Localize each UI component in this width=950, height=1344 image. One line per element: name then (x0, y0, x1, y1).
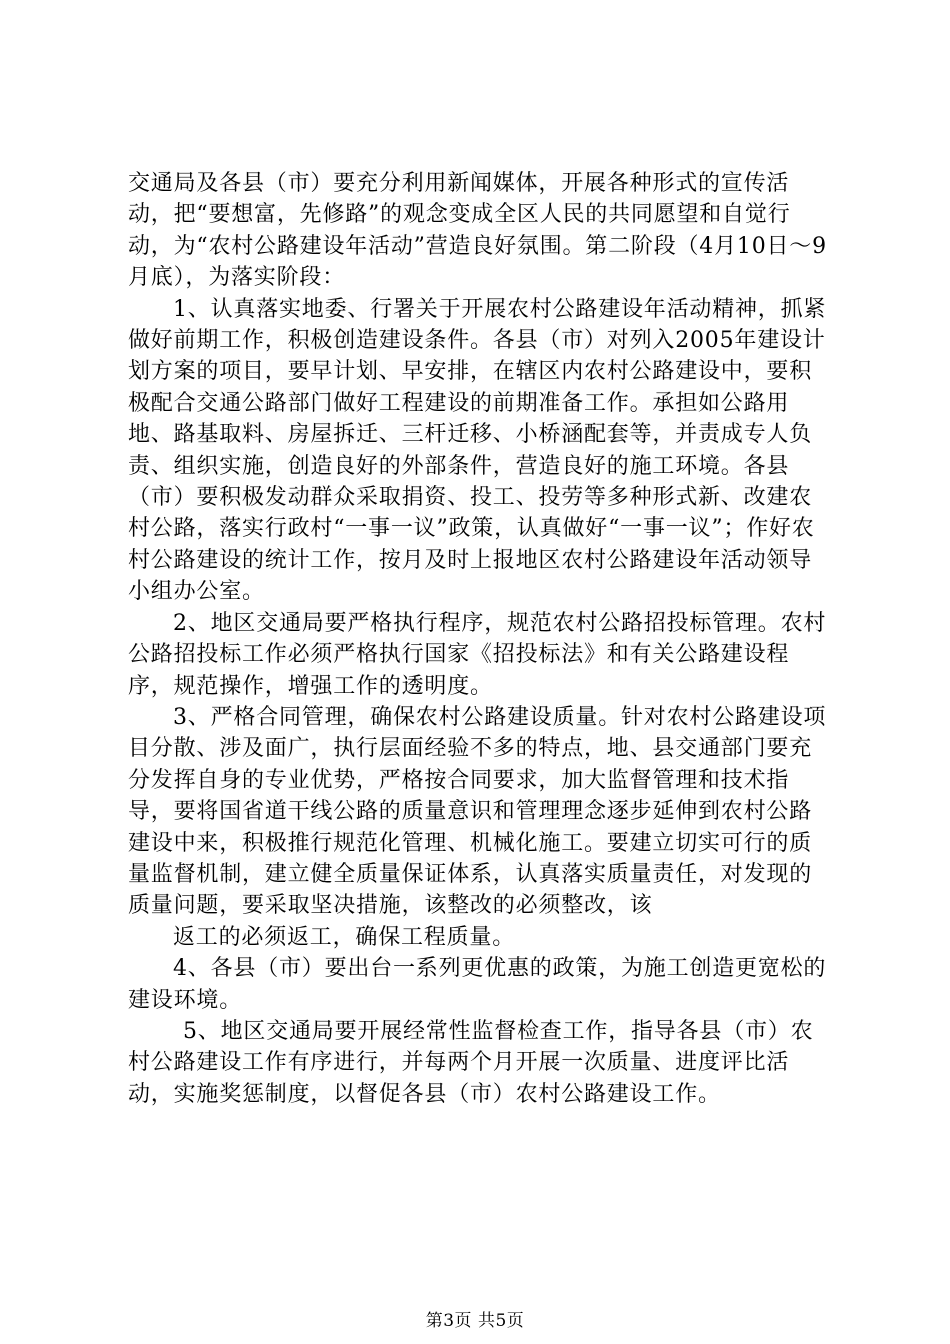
paragraph-item-1: 1、认真落实地委、行署关于开展农村公路建设年活动精神，抓紧做好前期工作，积极创造建设条件。各县（市）对列入2005年建设计划方案的项目，要早计划、早安排，在辖区内农村公路建设中，要积极配合交通公路部门做好工程建设的前期准备工作。承担如公路用地、路基取料、房屋拆迁、三杆迁移、小桥涵配套等，并责成专人负责、组织实施，创造良好的外部条件，营造良好的施工环境。各县（市）要积极发动群众采取捐资、投工、投劳等多种形式新、改建农村公路，落实行政村“一事一议”政策，认真做好“一事一议”；作好农村公路建设的统计工作，按月及时上报地区农村公路建设年活动领导小组办公室。 (128, 296, 827, 605)
document-body (128, 168, 828, 1110)
paragraph-item-4: 4、各县（市）要出台一系列更优惠的政策，为施工创造更宽松的建设环境。 (128, 956, 827, 1013)
paragraph-item-3-continued: 返工的必须返工，确保工程质量。 (173, 924, 516, 950)
paragraph-intro: 交通局及各县（市）要充分利用新闻媒体，开展各种形式的宣传活动，把“要想富，先修路”的观念变成全区人民的共同愿望和自觉行动，为“农村公路建设年活动”营造良好氛围。第二阶段（4月10日～9月底），为落实阶段： (128, 171, 827, 291)
page-indicator: 第3页 共5页 (425, 1311, 525, 1331)
paragraph-item-2: 2、地区交通局要严格执行程序，规范农村公路招投标管理。农村公路招投标工作必须严格执行国家《招投标法》和有关公路建设程序，规范操作，增强工作的透明度。 (128, 610, 827, 699)
page-footer (0, 1306, 950, 1331)
paragraph-item-5: 5、地区交通局要开展经常性监督检查工作，指导各县（市）农村公路建设工作有序进行，并每两个月开展一次质量、进度评比活动，实施奖惩制度，以督促各县（市）农村公路建设工作。 (128, 1018, 814, 1107)
paragraph-item-3: 3、严格合同管理，确保农村公路建设质量。针对农村公路建设项目分散、涉及面广，执行层面经验不多的特点，地、县交通部门要充分发挥自身的专业优势，严格按合同要求，加大监督管理和技术指导，要将国省道干线公路的质量意识和管理理念逐步延伸到农村公路建设中来，积极推行规范化管理、机械化施工。要建立切实可行的质量监督机制，建立健全质量保证体系，认真落实质量责任，对发现的质量问题，要采取坚决措施，该整改的必须整改，该 (128, 704, 827, 919)
